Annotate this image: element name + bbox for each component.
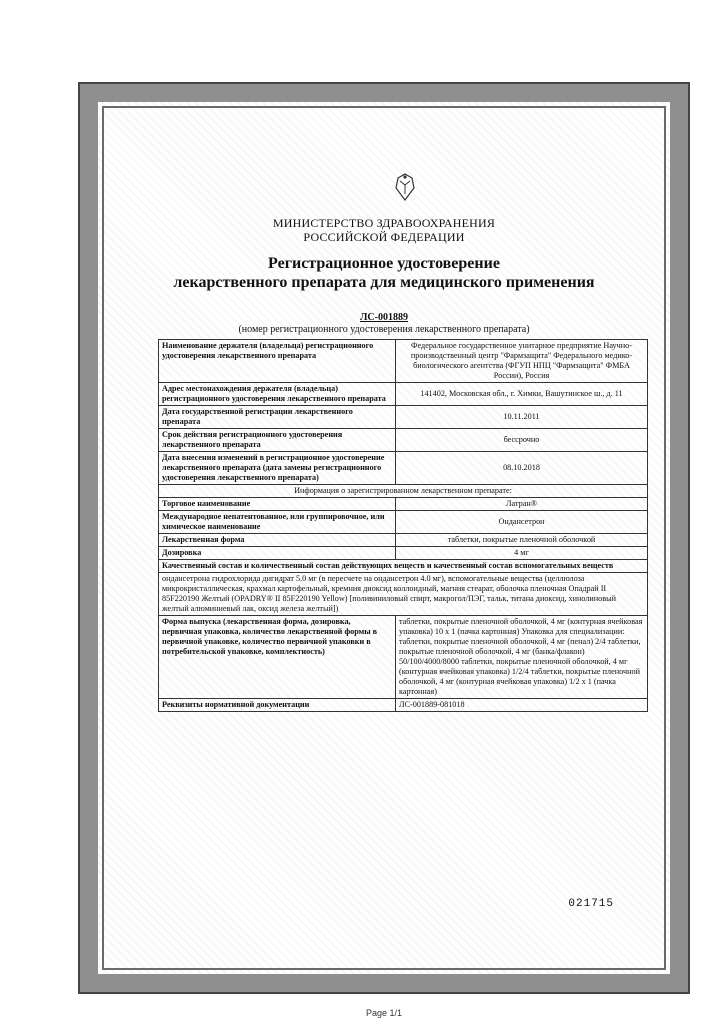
table-row [159,429,648,452]
registration-number-caption: (номер регистрационного удостоверения лекарственного препарата) [238,324,530,335]
table-row [159,406,648,429]
table-row [159,616,648,699]
registration-table [158,339,648,712]
normative-value: ЛС-001889-081018 [396,699,648,712]
trade-name-label: Торговое наименование [159,498,396,511]
ministry-heading [110,216,658,244]
dosage-form-value: таблетки, покрытые пленочной оболочкой [396,534,648,547]
info-header: Информация о зарегистрированном лекарственном препарате: [159,485,648,498]
holder-value: Федеральное государственное унитарное предприятие Научно-производственный центр "Фармзащита" Федерального медико-биологического агентства (ФГУП НПЦ "Фармзащита" ФМБА России), Россия [396,340,648,383]
title-line1: Регистрационное удостоверение [268,255,500,272]
registration-date-value: 10.11.2011 [396,406,648,429]
dosage-form-label: Лекарственная форма [159,534,396,547]
table-row [159,340,648,383]
table-row [159,383,648,406]
changes-date-label: Дата внесения изменений в регистрационное удостоверение лекарственного препарата (дата замены регистрационного удостоверения лекарственного препарата) [159,452,396,485]
table-row [159,560,648,573]
ministry-line1: МИНИСТЕРСТВО ЗДРАВООХРАНЕНИЯ [272,216,496,230]
validity-value: бессрочно [396,429,648,452]
certificate-frame [78,82,690,994]
table-row [159,498,648,511]
serial-number: 021715 [568,898,614,910]
table-row [159,485,648,498]
registration-number-block [110,312,658,336]
table-row [159,699,648,712]
table-row [159,511,648,534]
holder-label: Наименование держателя (владельца) регистрационного удостоверения лекарственного препарата [159,340,396,383]
address-label: Адрес местонахождения держателя (владельца) регистрационного удостоверения лекарственного препарата [159,383,396,406]
page-indicator: Page 1/1 [366,1008,403,1018]
table-row [159,547,648,560]
document-title [110,254,658,292]
registration-date-label: Дата государственной регистрации лекарственного препарата [159,406,396,429]
inn-label: Международное непатентованное, или группировочное, или химическое наименование [159,511,396,534]
inn-value: Ондансетрон [396,511,648,534]
trade-name-value: Латран® [396,498,648,511]
release-form-value: таблетки, покрытые пленочной оболочкой, 4 мг (контурная ячейковая упаковка) 10 x 1 (пачка картонная) Упаковка для специализации: таблетки, покрытые пленочной оболочкой, 4 мг (пенал) 2/4 таблетки, покрытые пленочной оболочкой, 4 мг (банка/флакон) 50/100/4000/8000 таблетки, покрытые пленочной оболочкой, 4 мг (контурная ячейковая упаковка) 1/2/4 таблетки, покрытые пленочной оболочкой, 4 мг (контурная ячейковая упаковка) 1/2 x 1 (пачка картонная) [396,616,648,699]
certificate-body [110,114,658,962]
dosage-value: 4 мг [396,547,648,560]
normative-label: Реквизиты нормативной документации [159,699,396,712]
validity-label: Срок действия регистрационного удостоверения лекарственного препарата [159,429,396,452]
coat-of-arms-icon [392,172,418,202]
changes-date-value: 08.10.2018 [396,452,648,485]
registration-number: ЛС-001889 [359,312,408,323]
address-value: 141402, Московская обл., г. Химки, Вашутинское ш., д. 11 [396,383,648,406]
ministry-line2: РОССИЙСКОЙ ФЕДЕРАЦИИ [303,230,465,244]
title-line2: лекарственного препарата для медицинского применения [173,274,595,291]
table-row [159,534,648,547]
composition-value: ондансетрона гидрохлорида дигидрат 5.0 мг (в пересчете на ондансетрон 4.0 мг), вспомогательные вещества (целлюлоза микрокристаллическая, крахмал картофельный, кремния диоксид коллоидный, магния стеарат, оболочка пленочная Опадрай II 85F220190 Желтый (OPADRY® II 85F220190 Yellow) [поливиниловый спирт, макрогол/ПЭГ, тальк, титана диоксид, хинолиновый желтый алюминиевый лак, оксид железа желтый]) [159,573,648,616]
release-form-label: Форма выпуска (лекарственная форма, дозировка, первичная упаковка, количество лекарственной формы в первичной упаковке, количество первичной упаковки в потребительской упаковке, комплектность) [159,616,396,699]
table-row [159,573,648,616]
composition-label: Качественный состав и количественный состав действующих веществ и качественный состав вспомогательных веществ [159,560,648,573]
dosage-label: Дозировка [159,547,396,560]
table-row [159,452,648,485]
